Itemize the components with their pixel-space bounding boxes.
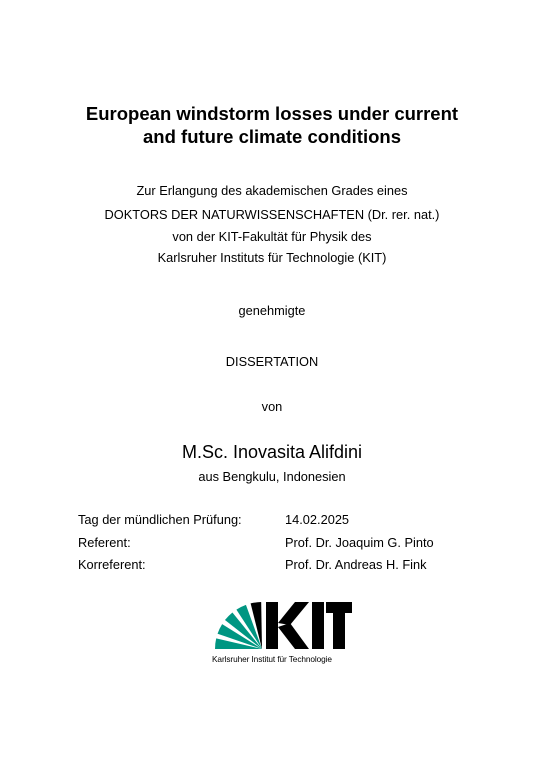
thesis-title-line-1: European windstorm losses under current <box>85 103 459 124</box>
author-name: M.Sc. Inovasita Alifdini <box>181 442 363 462</box>
kit-logo-wordmark <box>266 602 352 649</box>
purpose-line-3: von der KIT-Fakultät für Physik des <box>172 229 372 244</box>
kit-letter-k-upper-arm <box>278 602 309 625</box>
purpose-line-1: Zur Erlangung des akademischen Grades eines <box>136 183 408 198</box>
thesis-title <box>0 102 544 148</box>
purpose-line-2: DOKTORS DER NATURWISSENSCHAFTEN (Dr. rer. nat.) <box>104 207 440 222</box>
exam-date-label: Tag der mündlichen Prüfung: <box>78 512 242 527</box>
author-origin: aus Bengkulu, Indonesien <box>198 469 346 484</box>
by-text: von <box>261 399 283 414</box>
referee-value: Prof. Dr. Joaquim G. Pinto <box>285 535 434 550</box>
kit-letter-t-stem <box>333 613 345 649</box>
kit-logo-fan <box>215 602 262 649</box>
purpose-line-4: Karlsruher Instituts für Technologie (KIT) <box>157 250 387 265</box>
co-referee-label: Korreferent: <box>78 557 146 572</box>
kit-letter-k-lower-arm <box>278 623 309 649</box>
exam-date-value: 14.02.2025 <box>285 512 350 527</box>
document-type: DISSERTATION <box>225 354 319 369</box>
referee-label: Referent: <box>78 535 131 550</box>
kit-letter-t-bar <box>326 602 352 613</box>
approval-text: genehmigte <box>238 303 306 318</box>
thesis-title-line-2: and future climate conditions <box>143 126 401 147</box>
kit-letter-i <box>312 602 324 649</box>
co-referee-value: Prof. Dr. Andreas H. Fink <box>285 557 427 572</box>
kit-logo-caption: Karlsruher Institut für Technologie <box>212 654 332 664</box>
kit-letter-k-stem <box>266 602 278 649</box>
